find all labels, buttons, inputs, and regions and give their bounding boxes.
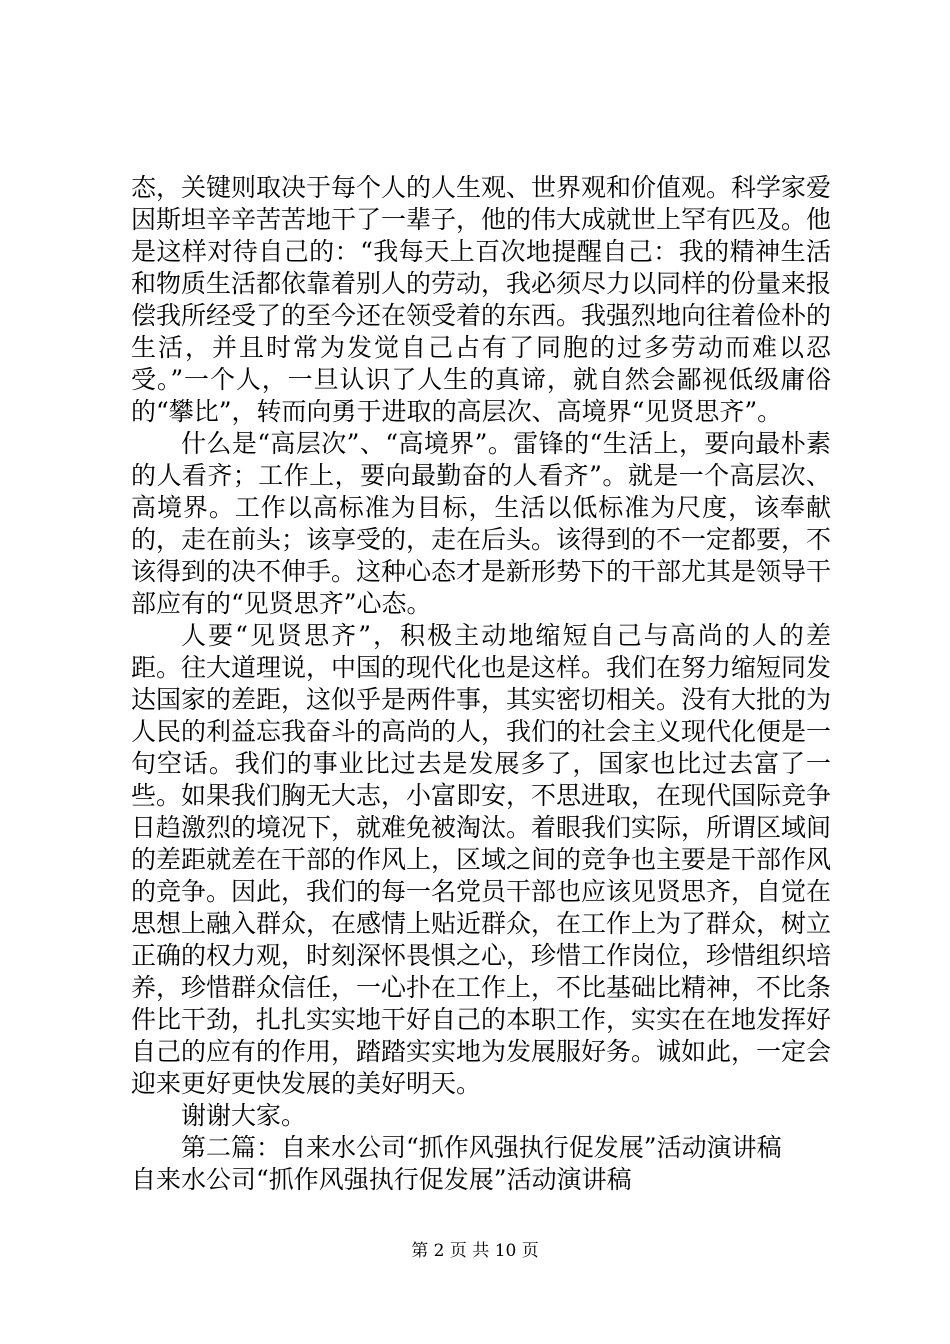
section-heading-part-two: 第二篇：自来水公司“抓作风强执行促发展”活动演讲稿 [181, 1133, 782, 1162]
paragraph-3: 人要“见贤思齐”，积极主动地缩短自己与高尚的人的差距。往大道理说，中国的现代化也是这样。我们在努力缩短同发达国家的差距，这似乎是两件事，其实密切相关。没有大批的为人民的利益忘我奋斗的高尚的人，我们的社会主义现代化便是一句空话。我们的事业比过去是发展多了，国家也比过去富了一些。如果我们胸无大志，小富即安，不思进取，在现代国际竞争日趋激烈的境况下，就难免被淘汰。着眼我们实际，所谓区域间的差距就差在干部的作风上，区域之间的竞争也主要是干部作风的竞争。因此，我们的每一名党员干部也应该见贤思齐，自觉在思想上融入群众，在感情上贴近群众，在工作上为了群众，树立正确的权力观，时刻深怀畏惧之心，珍惜工作岗位，珍惜组织培养，珍惜群众信任，一心扑在工作上，不比基础比精神，不比条件比干劲，扎扎实实地干好自己的本职工作，实实在在地发挥好自己的应有的作用，踏踏实实地为发展服好务。诚如此，一定会迎来更好更快发展的美好明天。 [131, 621, 832, 1098]
page-number-footer: 第 2 页 共 10 页 [411, 1241, 539, 1261]
paragraph-2: 什么是“高层次”、“高境界”。雷锋的“生活上，要向最朴素的人看齐；工作上，要向最勤奋的人看齐”。就是一个高层次、高境界。工作以高标准为目标，生活以低标准为尺度，该奉献的，走在前头；该享受的，走在后头。该得到的不一定都要，不该得到的决不伸手。这种心态才是新形势下的干部尤其是领导干部应有的“见贤思齐”心态。 [131, 429, 832, 618]
paragraph-1: 态，关键则取决于每个人的人生观、世界观和价值观。科学家爱因斯坦辛辛苦苦地干了一辈子，他的伟大成就世上罕有匹及。他是这样对待自己的：“我每天上百次地提醒自己：我的精神生活和物质生活都依靠着别人的劳动，我必须尽力以同样的份量来报偿我所经受了的至今还在领受着的东西。我强烈地向往着俭朴的生活，并且时常为发觉自己占有了同胞的过多劳动而难以忍受。”一个人，一旦认识了人生的真谛，就自然会鄙视低级庸俗的“攀比”，转而向勇于进取的高层次、高境界“见贤思齐”。 [131, 173, 832, 426]
section-title: 自来水公司“抓作风强执行促发展”活动演讲稿 [131, 1165, 632, 1194]
paragraph-thanks: 谢谢大家。 [181, 1101, 307, 1130]
document-body [131, 172, 831, 1196]
